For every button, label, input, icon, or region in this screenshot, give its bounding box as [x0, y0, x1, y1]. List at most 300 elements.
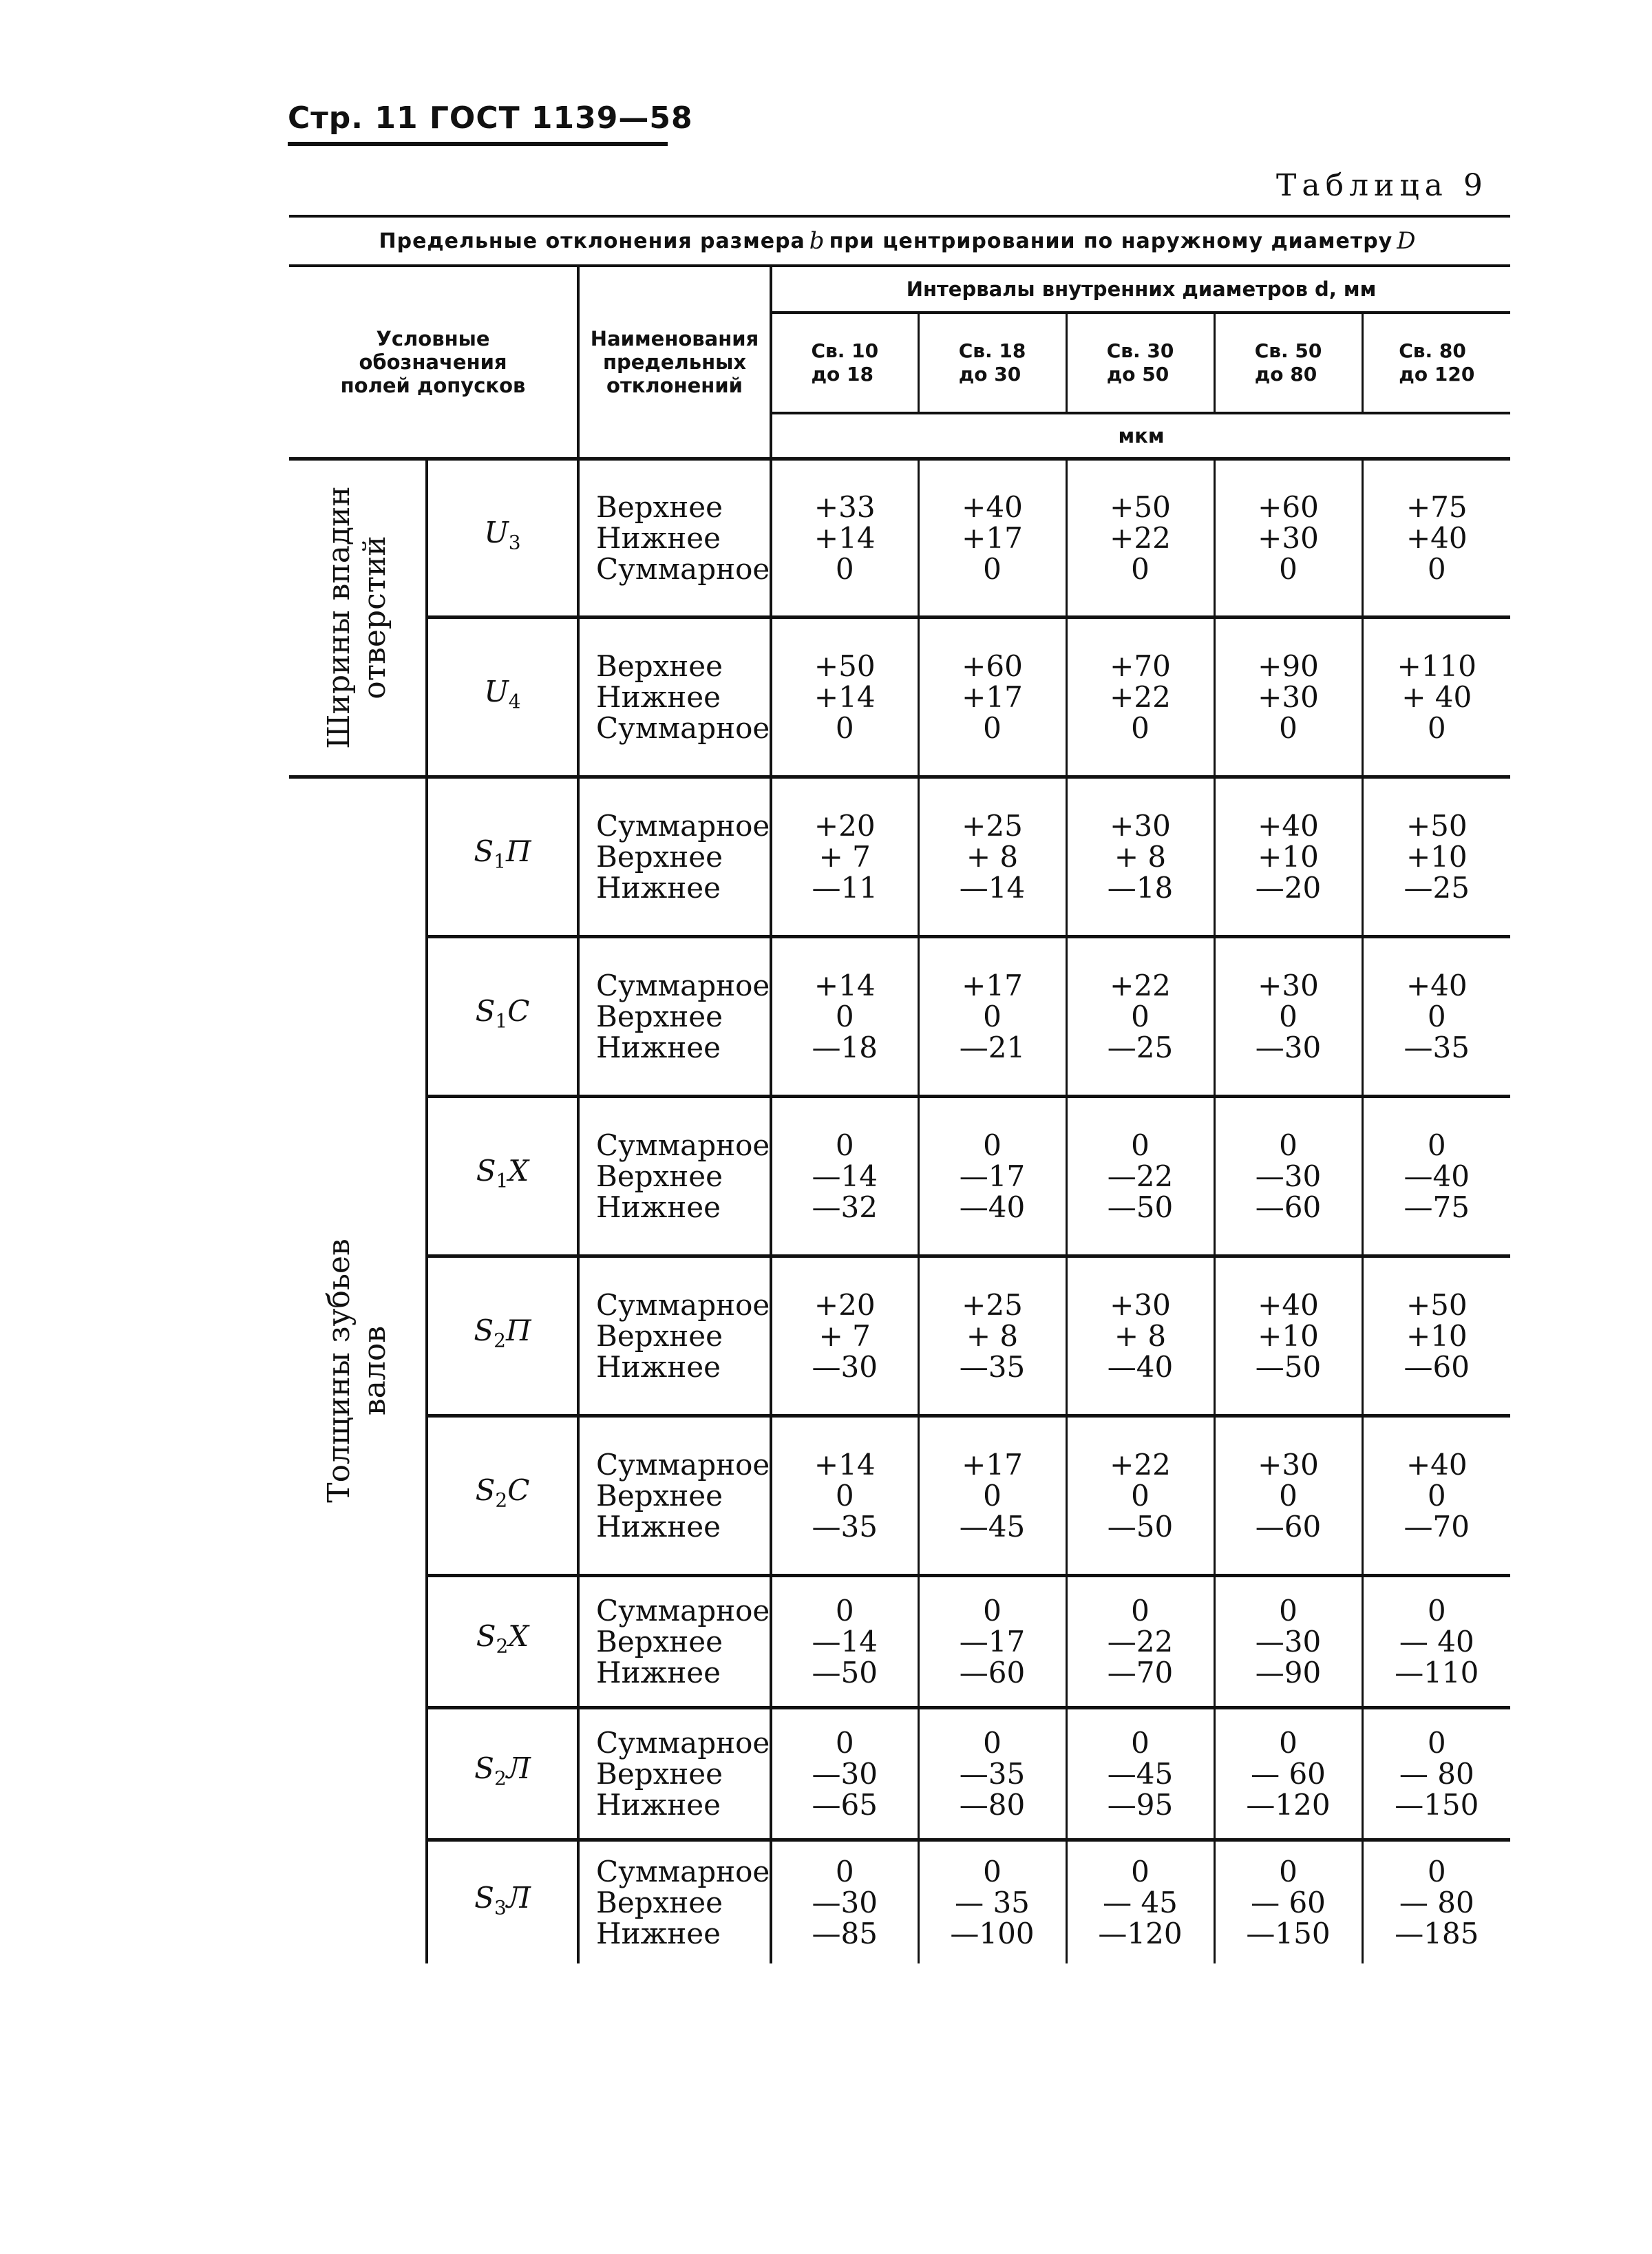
deviation-value: +40	[1406, 968, 1468, 1002]
table-row	[289, 617, 1510, 777]
deviation-value: —17	[959, 1159, 1026, 1193]
table-number: Таблица 9	[1276, 168, 1488, 203]
deviation-names	[578, 1840, 771, 1963]
deviation-value: 0	[983, 710, 1002, 745]
value-stack	[1068, 1856, 1214, 1949]
designation-subscript: 2	[494, 1767, 507, 1790]
deviation-value: +10	[1258, 1318, 1319, 1353]
deviation-value: +40	[962, 489, 1023, 524]
deviation-value: +50	[1110, 489, 1171, 524]
tolerance-designation	[427, 1840, 578, 1963]
deviation-value: 0	[835, 1593, 854, 1628]
tolerance-designation	[427, 459, 578, 617]
deviation-names-list	[596, 1595, 770, 1688]
deviation-value: +50	[1406, 808, 1468, 843]
value-stack	[1068, 1449, 1214, 1542]
deviation-value: 0	[983, 1854, 1002, 1888]
value-stack	[1216, 651, 1362, 744]
group-label-line: отверстий	[357, 536, 392, 699]
deviation-value: —32	[812, 1190, 878, 1224]
deviation-name: Суммарное	[596, 710, 770, 745]
designation-base: S	[474, 1314, 494, 1348]
value-cell	[771, 1096, 918, 1256]
designation-subscript: 1	[496, 1169, 509, 1192]
deviation-value: —70	[1107, 1655, 1174, 1689]
deviation-value: —18	[1107, 870, 1174, 905]
deviation-value: +70	[1110, 649, 1171, 683]
designation-subscript: 2	[495, 1488, 508, 1512]
deviation-value: +14	[814, 520, 876, 555]
intervals-header: Интервалы внутренних диаметров d, мм	[771, 267, 1510, 313]
interval-from: Св. 18	[958, 339, 1026, 362]
deviation-name: Суммарное	[596, 1593, 770, 1628]
tolerance-designation	[427, 936, 578, 1096]
deviation-name: Верхнее	[596, 1624, 723, 1658]
value-stack	[920, 970, 1066, 1063]
deviation-value: — 35	[955, 1885, 1030, 1919]
group-label-line: Ширины впадин	[321, 486, 357, 749]
deviation-value: —35	[959, 1349, 1026, 1384]
deviation-name: Суммарное	[596, 808, 770, 843]
designation-suffix: X	[508, 1154, 529, 1188]
interval-header	[1214, 313, 1362, 413]
value-cell	[1214, 1096, 1362, 1256]
value-cell	[1362, 1575, 1510, 1707]
deviation-value: +30	[1258, 1447, 1319, 1482]
table-body	[289, 459, 1510, 1963]
deviation-value: 0	[835, 1478, 854, 1513]
value-cell	[918, 1707, 1066, 1840]
value-stack	[920, 651, 1066, 744]
deviation-value: 0	[1131, 999, 1150, 1033]
designation-subscript: 2	[496, 1634, 509, 1658]
table-row	[289, 1096, 1510, 1256]
value-cell	[1214, 1256, 1362, 1415]
deviation-value: 0	[1427, 1478, 1446, 1513]
deviation-value: 0	[983, 1593, 1002, 1628]
deviation-value: —70	[1404, 1509, 1470, 1544]
value-cell	[918, 777, 1066, 936]
value-cell	[771, 459, 918, 617]
deviation-value: —14	[812, 1159, 878, 1193]
deviation-value: 0	[1279, 710, 1298, 745]
deviation-value: —60	[1255, 1509, 1322, 1544]
deviation-value: — 80	[1399, 1756, 1474, 1791]
deviation-value: +14	[814, 680, 876, 714]
deviation-value: 0	[983, 999, 1002, 1033]
deviation-value: —100	[950, 1916, 1035, 1950]
value-cell	[1362, 936, 1510, 1096]
value-stack	[920, 810, 1066, 903]
designations-line: обозначения	[359, 350, 507, 374]
value-stack	[1216, 1130, 1362, 1223]
deviation-value: — 45	[1103, 1885, 1178, 1919]
deviation-value: + 7	[818, 1318, 871, 1353]
value-cell	[1362, 459, 1510, 617]
value-cell	[1066, 1096, 1214, 1256]
value-stack	[1068, 1130, 1214, 1223]
designations-header	[289, 267, 578, 459]
deviation-value: + 40	[1401, 680, 1472, 714]
deviation-value: +40	[1258, 1287, 1319, 1322]
deviation-value: +20	[814, 1287, 876, 1322]
tolerance-designation	[427, 1575, 578, 1707]
deviation-value: —14	[812, 1624, 878, 1658]
designations-line: Условные	[376, 326, 490, 350]
designations-header-lines	[289, 327, 577, 397]
deviation-value: 0	[1279, 1593, 1298, 1628]
deviation-value: +25	[962, 1287, 1023, 1322]
deviation-value: —120	[1246, 1787, 1331, 1822]
deviation-value: —50	[812, 1655, 878, 1689]
value-stack	[920, 489, 1066, 586]
deviation-value: 0	[835, 1854, 854, 1888]
deviation-value: +14	[814, 968, 876, 1002]
value-stack	[920, 1130, 1066, 1223]
interval-header	[771, 313, 918, 413]
deviation-value: —95	[1107, 1787, 1174, 1822]
deviation-value: 0	[1131, 1725, 1150, 1760]
table-row	[289, 1707, 1510, 1840]
names-line: отклонений	[606, 373, 743, 397]
deviation-value: 0	[1131, 1128, 1150, 1162]
value-cell	[1362, 617, 1510, 777]
value-cell	[1214, 1575, 1362, 1707]
deviation-name: Нижнее	[596, 680, 721, 714]
deviation-value: —40	[1404, 1159, 1470, 1193]
designation-subscript: 3	[508, 531, 521, 554]
deviation-value: +30	[1258, 680, 1319, 714]
table-head	[289, 267, 1510, 459]
deviation-value: —60	[959, 1655, 1026, 1689]
deviation-name: Суммарное	[596, 1128, 770, 1162]
deviation-value: —85	[812, 1916, 878, 1950]
value-stack	[1068, 651, 1214, 744]
value-cell	[1362, 1415, 1510, 1575]
deviation-value: —30	[812, 1756, 878, 1791]
deviation-value: +17	[962, 520, 1023, 555]
deviation-value: +50	[1406, 1287, 1468, 1322]
deviation-value: + 7	[818, 839, 871, 874]
table-row	[289, 1256, 1510, 1415]
value-cell	[918, 617, 1066, 777]
deviation-value: +10	[1258, 839, 1319, 874]
deviation-names	[578, 1415, 771, 1575]
interval-header	[1362, 313, 1510, 413]
value-stack	[772, 1856, 918, 1949]
deviation-value: —50	[1255, 1349, 1322, 1384]
tolerance-table	[289, 267, 1510, 1963]
deviation-value: +20	[814, 808, 876, 843]
designation-suffix: Л	[506, 1880, 531, 1915]
value-cell	[1066, 1575, 1214, 1707]
deviation-value: —50	[1107, 1190, 1174, 1224]
group-label-cell	[289, 777, 427, 1963]
value-cell	[1362, 1256, 1510, 1415]
group-label-line: Толщины зубьев	[321, 1239, 357, 1503]
deviation-value: —110	[1395, 1655, 1479, 1689]
value-cell	[918, 936, 1066, 1096]
deviation-value: 0	[1131, 1854, 1150, 1888]
interval-from: Св. 80	[1399, 339, 1466, 362]
value-stack	[772, 1289, 918, 1382]
interval-header	[1066, 313, 1214, 413]
value-cell	[1214, 777, 1362, 936]
designation-subscript: 1	[494, 850, 506, 873]
deviation-names	[578, 459, 771, 617]
unit-header: мкм	[771, 413, 1510, 459]
deviation-value: +110	[1397, 649, 1476, 683]
deviation-value: —35	[959, 1756, 1026, 1791]
value-stack	[772, 1727, 918, 1820]
deviation-value: +17	[962, 968, 1023, 1002]
interval-to: до 30	[958, 363, 1021, 386]
designation-subscript: 3	[494, 1895, 507, 1919]
value-stack	[1216, 489, 1362, 586]
value-cell	[1214, 1707, 1362, 1840]
deviation-names	[578, 617, 771, 777]
value-cell	[918, 1415, 1066, 1575]
group-label-line: валов	[357, 1326, 392, 1416]
value-cell	[1066, 1415, 1214, 1575]
value-cell	[1066, 1256, 1214, 1415]
deviation-value: —22	[1107, 1624, 1174, 1658]
value-stack	[1364, 1449, 1511, 1542]
table-caption	[289, 215, 1510, 267]
deviation-value: —40	[959, 1190, 1026, 1224]
names-header	[578, 267, 771, 459]
designation-suffix: C	[507, 1473, 530, 1508]
value-stack	[772, 1130, 918, 1223]
deviation-value: 0	[835, 710, 854, 745]
deviation-names-list	[596, 651, 770, 744]
deviation-value: —50	[1107, 1509, 1174, 1544]
deviation-value: +30	[1258, 520, 1319, 555]
interval-from: Св. 10	[811, 339, 879, 362]
deviation-value: 0	[1131, 710, 1150, 745]
value-stack	[1216, 1289, 1362, 1382]
value-cell	[771, 936, 918, 1096]
value-cell	[771, 1415, 918, 1575]
group-label	[321, 1239, 393, 1504]
table-row	[289, 1415, 1510, 1575]
deviation-name: Суммарное	[596, 1725, 770, 1760]
value-stack	[772, 810, 918, 903]
deviation-value: —120	[1098, 1916, 1183, 1950]
value-cell	[1214, 1840, 1362, 1963]
table-row	[289, 936, 1510, 1096]
designation-base: S	[475, 994, 496, 1029]
deviation-value: +40	[1258, 808, 1319, 843]
deviation-value: 0	[1131, 1478, 1150, 1513]
deviation-name: Верхнее	[596, 489, 723, 524]
deviation-names-list	[596, 1727, 770, 1820]
deviation-value: —22	[1107, 1159, 1174, 1193]
deviation-name: Верхнее	[596, 649, 723, 683]
deviation-value: +17	[962, 680, 1023, 714]
value-stack	[1216, 810, 1362, 903]
table-row	[289, 1840, 1510, 1963]
value-cell	[771, 1707, 918, 1840]
deviation-name: Верхнее	[596, 1478, 723, 1513]
names-line: Наименования	[590, 326, 759, 350]
value-stack	[1364, 1856, 1511, 1949]
deviation-names-list	[596, 970, 770, 1063]
deviation-value: 0	[1279, 1478, 1298, 1513]
deviation-value: —45	[959, 1509, 1026, 1544]
deviation-value: — 60	[1251, 1885, 1326, 1919]
value-stack	[1364, 1727, 1511, 1820]
value-cell	[1362, 1096, 1510, 1256]
value-stack	[772, 1595, 918, 1688]
deviation-value: —30	[1255, 1624, 1322, 1658]
value-stack	[920, 1727, 1066, 1820]
deviation-value: — 80	[1399, 1885, 1474, 1919]
designation-suffix: X	[508, 1619, 529, 1654]
interval-to: до 120	[1399, 363, 1475, 386]
value-stack	[1068, 970, 1214, 1063]
value-stack	[1216, 1449, 1362, 1542]
deviation-value: 0	[1131, 1593, 1150, 1628]
deviation-value: —30	[812, 1885, 878, 1919]
value-stack	[1068, 1595, 1214, 1688]
value-cell	[1066, 777, 1214, 936]
designation-subscript: 1	[495, 1009, 508, 1033]
value-stack	[1216, 1595, 1362, 1688]
deviation-value: 0	[1427, 1593, 1446, 1628]
deviation-value: +22	[1110, 520, 1171, 555]
deviation-value: —40	[1107, 1349, 1174, 1384]
table-row	[289, 777, 1510, 936]
value-cell	[771, 1840, 918, 1963]
deviation-names-list	[596, 1449, 770, 1542]
deviation-name: Нижнее	[596, 1655, 721, 1689]
value-cell	[771, 617, 918, 777]
value-stack	[1364, 1130, 1511, 1223]
value-stack	[1216, 1856, 1362, 1949]
deviation-value: +17	[962, 1447, 1023, 1482]
value-stack	[772, 970, 918, 1063]
deviation-value: —150	[1395, 1787, 1479, 1822]
deviation-value: +50	[814, 649, 876, 683]
value-cell	[1214, 459, 1362, 617]
value-cell	[918, 459, 1066, 617]
value-cell	[918, 1840, 1066, 1963]
value-cell	[1214, 617, 1362, 777]
caption-var-b: b	[809, 227, 825, 255]
designation-subscript: 4	[508, 690, 521, 713]
deviation-value: +30	[1110, 1287, 1171, 1322]
group-label	[321, 486, 393, 748]
deviation-value: +25	[962, 808, 1023, 843]
deviation-name: Верхнее	[596, 999, 723, 1033]
deviation-value: —65	[812, 1787, 878, 1822]
deviation-value: —11	[812, 870, 878, 905]
value-cell	[1066, 1840, 1214, 1963]
deviation-value: + 8	[966, 1318, 1019, 1353]
tolerance-designation	[427, 617, 578, 777]
deviation-value: 0	[1279, 1725, 1298, 1760]
deviation-value: +90	[1258, 649, 1319, 683]
deviation-name: Суммарное	[596, 968, 770, 1002]
names-line: предельных	[602, 350, 747, 374]
designation-base: S	[476, 1154, 496, 1188]
deviation-value: —17	[959, 1624, 1026, 1658]
caption-var-d: D	[1397, 227, 1417, 255]
value-cell	[1066, 459, 1214, 617]
deviation-value: —35	[1404, 1030, 1470, 1064]
deviation-name: Нижнее	[596, 1509, 721, 1544]
deviation-name: Верхнее	[596, 839, 723, 874]
deviation-value: — 60	[1251, 1756, 1326, 1791]
deviation-value: 0	[983, 551, 1002, 586]
deviation-names	[578, 1707, 771, 1840]
tolerance-designation	[427, 777, 578, 936]
deviation-value: 0	[1427, 1725, 1446, 1760]
deviation-value: + 8	[1114, 1318, 1167, 1353]
value-cell	[918, 1575, 1066, 1707]
deviation-value: —25	[1404, 870, 1470, 905]
deviation-value: —30	[1255, 1159, 1322, 1193]
deviation-value: +22	[1110, 968, 1171, 1002]
deviation-value: —60	[1404, 1349, 1470, 1384]
deviation-value: —35	[812, 1509, 878, 1544]
deviation-name: Верхнее	[596, 1159, 723, 1193]
deviation-names	[578, 1256, 771, 1415]
interval-from: Св. 30	[1106, 339, 1174, 362]
deviation-value: 0	[1279, 1854, 1298, 1888]
tolerance-designation	[427, 1707, 578, 1840]
value-stack	[920, 1595, 1066, 1688]
value-cell	[1066, 1707, 1214, 1840]
deviation-name: Нижнее	[596, 1916, 721, 1950]
value-stack	[1068, 810, 1214, 903]
deviation-names-list	[596, 1130, 770, 1223]
deviation-value: +30	[1110, 808, 1171, 843]
deviation-value: —45	[1107, 1756, 1174, 1791]
interval-header	[918, 313, 1066, 413]
tolerance-designation	[427, 1415, 578, 1575]
designations-line: полей допусков	[340, 373, 526, 397]
interval-to: до 50	[1106, 363, 1169, 386]
deviation-value: 0	[1279, 999, 1298, 1033]
deviation-name: Суммарное	[596, 1447, 770, 1482]
value-stack	[1364, 970, 1511, 1063]
deviation-name: Нижнее	[596, 1030, 721, 1064]
deviation-value: —21	[959, 1030, 1026, 1064]
deviation-value: 0	[983, 1128, 1002, 1162]
value-stack	[1364, 810, 1511, 903]
deviation-value: —25	[1107, 1030, 1174, 1064]
deviation-value: 0	[835, 551, 854, 586]
caption-text-2: при центрировании по наружному диаметру	[829, 229, 1393, 253]
deviation-names	[578, 1096, 771, 1256]
deviation-value: — 40	[1399, 1624, 1474, 1658]
designation-suffix: П	[505, 1314, 531, 1348]
group-label-cell	[289, 459, 427, 777]
designation-base: U	[484, 516, 509, 550]
deviation-value: +33	[814, 489, 876, 524]
value-cell	[771, 1575, 918, 1707]
designation-suffix: C	[507, 994, 530, 1029]
deviation-value: 0	[983, 1478, 1002, 1513]
deviation-value: 0	[1427, 551, 1446, 586]
deviation-value: 0	[1427, 999, 1446, 1033]
value-cell	[1066, 936, 1214, 1096]
deviation-value: 0	[1427, 1854, 1446, 1888]
value-stack	[1068, 1289, 1214, 1382]
caption-text-1: Предельные отклонения размера	[379, 229, 805, 253]
